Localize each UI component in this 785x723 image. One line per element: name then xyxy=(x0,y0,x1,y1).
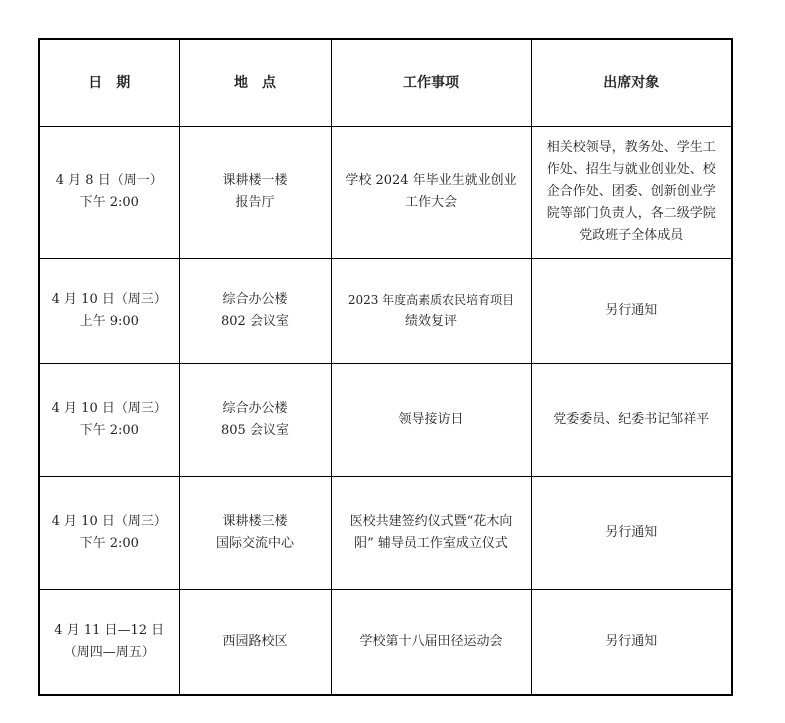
date-line: 4 月 10 日（周三） xyxy=(51,400,167,416)
header-date: 日 期 xyxy=(39,39,179,126)
time-line: 下午 2:00 xyxy=(79,422,139,438)
place-line: 西园路校区 xyxy=(222,633,288,649)
time-line: 下午 2:00 xyxy=(79,195,139,210)
item-line: 绩效复评 xyxy=(404,313,457,329)
attendees-line: 企合作处、团委、创新创业学 xyxy=(546,184,716,199)
date-cell xyxy=(39,126,179,258)
header-place: 地 点 xyxy=(179,39,331,126)
place-cell xyxy=(179,589,331,695)
attendees-line: 另行通知 xyxy=(605,524,658,540)
place-line: 805 会议室 xyxy=(221,422,289,438)
attendees-line: 相关校领导，教务处、学生工 xyxy=(546,140,716,155)
place-cell xyxy=(179,126,331,258)
place-cell xyxy=(179,258,331,363)
attendees-line: 另行通知 xyxy=(605,633,658,649)
date-line: 4 月 10 日（周三） xyxy=(51,291,167,307)
time-line: （周四—周五） xyxy=(63,644,155,660)
table-row xyxy=(39,126,732,258)
schedule-table xyxy=(38,38,733,696)
place-line: 802 会议室 xyxy=(221,313,289,329)
attendees-line: 作处、招生与就业创业处、校 xyxy=(546,162,716,177)
item-cell xyxy=(331,476,531,589)
item-cell xyxy=(331,589,531,695)
item-line: 学校 2024 年毕业生就业创业 xyxy=(345,173,517,188)
date-cell xyxy=(39,363,179,476)
place-cell xyxy=(179,476,331,589)
header-item: 工作事项 xyxy=(331,39,531,126)
place-line: 课耕楼三楼 xyxy=(222,513,288,529)
item-line: 工作大会 xyxy=(404,195,457,210)
item-line: 2023 年度高素质农民培育项目 xyxy=(347,292,515,307)
attendees-cell xyxy=(531,258,732,363)
date-cell xyxy=(39,476,179,589)
item-line: 医校共建签约仪式暨“花木向 xyxy=(349,513,513,529)
attendees-cell xyxy=(531,363,732,476)
date-line: 4 月 10 日（周三） xyxy=(51,513,167,529)
attendees-line: 党委委员、纪委书记邹祥平 xyxy=(553,411,710,427)
attendees-cell xyxy=(531,589,732,695)
attendees-cell xyxy=(531,476,732,589)
time-line: 下午 2:00 xyxy=(79,535,139,551)
table-row xyxy=(39,476,732,589)
item-cell xyxy=(331,363,531,476)
place-line: 综合办公楼 xyxy=(222,400,288,416)
place-line: 国际交流中心 xyxy=(215,535,294,551)
place-cell xyxy=(179,363,331,476)
time-line: 上午 9:00 xyxy=(79,313,139,329)
date-cell xyxy=(39,258,179,363)
item-line: 领导接访日 xyxy=(398,411,464,427)
date-line: 4 月 8 日（周一） xyxy=(55,173,163,188)
attendees-line: 另行通知 xyxy=(605,302,658,318)
place-line: 报告厅 xyxy=(235,195,275,210)
header-row xyxy=(39,39,732,126)
item-line: 学校第十八届田径运动会 xyxy=(359,633,503,649)
date-cell xyxy=(39,589,179,695)
place-line: 课耕楼一楼 xyxy=(222,173,288,188)
header-attendees: 出席对象 xyxy=(531,39,732,126)
item-cell xyxy=(331,258,531,363)
attendees-line: 党政班子全体成员 xyxy=(579,228,684,243)
item-line: 阳” 辅导员工作室成立仪式 xyxy=(354,535,508,551)
date-line: 4 月 11 日—12 日 xyxy=(54,622,165,638)
table-row xyxy=(39,589,732,695)
table-row xyxy=(39,258,732,363)
attendees-line: 院等部门负责人，各二级学院 xyxy=(546,206,716,221)
attendees-cell xyxy=(531,126,732,258)
table-row xyxy=(39,363,732,476)
place-line: 综合办公楼 xyxy=(222,291,288,307)
item-cell xyxy=(331,126,531,258)
